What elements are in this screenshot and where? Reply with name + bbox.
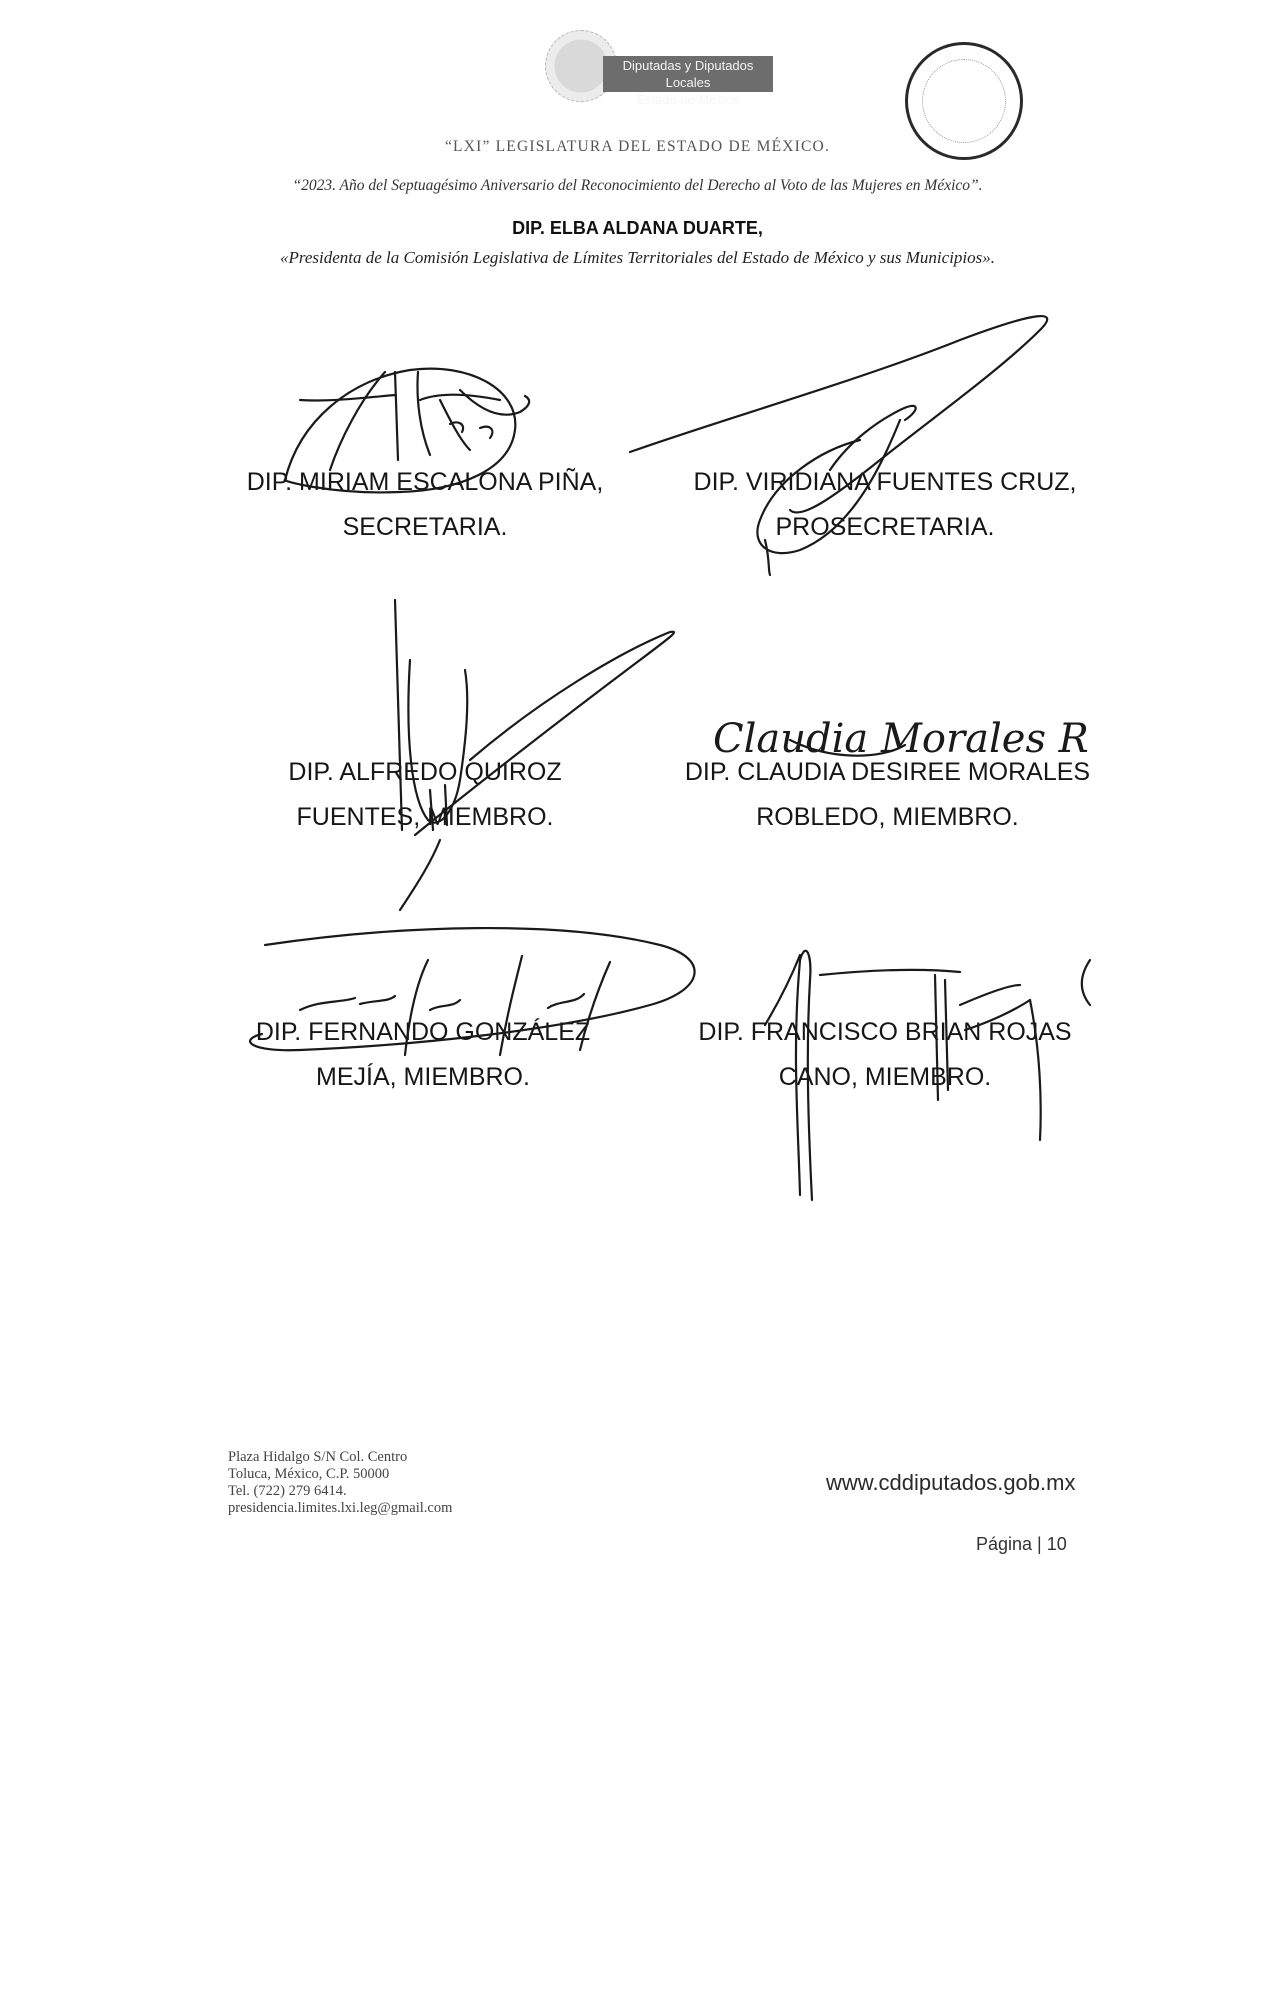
- signatory-role: SECRETARIA.: [342, 513, 508, 541]
- signatory-block: [655, 468, 1115, 542]
- signature-text: Claudia Morales R: [713, 716, 1089, 762]
- signatory-role: CANO, MIEMBRO.: [778, 1063, 992, 1091]
- signatory-block: [650, 758, 1125, 832]
- signatory-name: DIP. CLAUDIA DESIREE MORALES: [684, 758, 1091, 786]
- signatory-name: DIP. VIRIDIANA FUENTES CRUZ,: [693, 468, 1077, 496]
- year-motto: “2023. Año del Septuagésimo Aniversario del Reconocimiento del Derecho al Voto de las Mujeres en México”.: [292, 177, 983, 194]
- signatory-name: DIP. FRANCISCO BRIAN ROJAS: [698, 1018, 1072, 1046]
- president-name: DIP. ELBA ALDANA DUARTE,: [512, 218, 763, 238]
- handwritten-signature-icon: [395, 600, 674, 910]
- address-line: Tel. (722) 279 6414.: [228, 1483, 347, 1499]
- address-line: presidencia.limites.lxi.leg@gmail.com: [228, 1500, 453, 1516]
- signatory-role: ROBLEDO, MIEMBRO.: [756, 803, 1019, 831]
- handwritten-signature-icon: [713, 716, 1089, 762]
- signatory-role: MEJÍA, MIEMBRO.: [316, 1063, 530, 1091]
- footer-address: [228, 1449, 452, 1517]
- signatory-block: [215, 468, 635, 542]
- footer-website: www.cddiputados.gob.mx: [826, 1470, 1076, 1495]
- page-number: Página | 10: [976, 1534, 1067, 1554]
- logo-line-2: Estado de México: [636, 92, 740, 107]
- congress-logo: [545, 30, 775, 106]
- signatory-block: [218, 1018, 628, 1092]
- signatory-name: DIP. MIRIAM ESCALONA PIÑA,: [246, 468, 604, 496]
- signatory-role: FUENTES, MIEMBRO.: [296, 803, 554, 831]
- logo-line-1: Diputadas y Diputados Locales: [622, 58, 754, 90]
- signatory-block: [650, 1018, 1120, 1092]
- signatory-name: DIP. ALFREDO QUIROZ: [288, 758, 562, 786]
- signatory-name: DIP. FERNANDO GONZÁLEZ: [255, 1018, 591, 1046]
- logo-banner: [603, 56, 773, 107]
- address-line: Plaza Hidalgo S/N Col. Centro: [228, 1449, 408, 1465]
- president-role: «Presidenta de la Comisión Legislativa de Límites Territoriales del Estado de México y sus Municipios».: [279, 248, 996, 267]
- address-line: Toluca, México, C.P. 50000: [228, 1466, 390, 1482]
- signatory-block: [230, 758, 620, 832]
- legislature-title: “LXI” LEGISLATURA DEL ESTADO DE MÉXICO.: [444, 138, 831, 155]
- signatory-role: PROSECRETARIA.: [775, 513, 995, 541]
